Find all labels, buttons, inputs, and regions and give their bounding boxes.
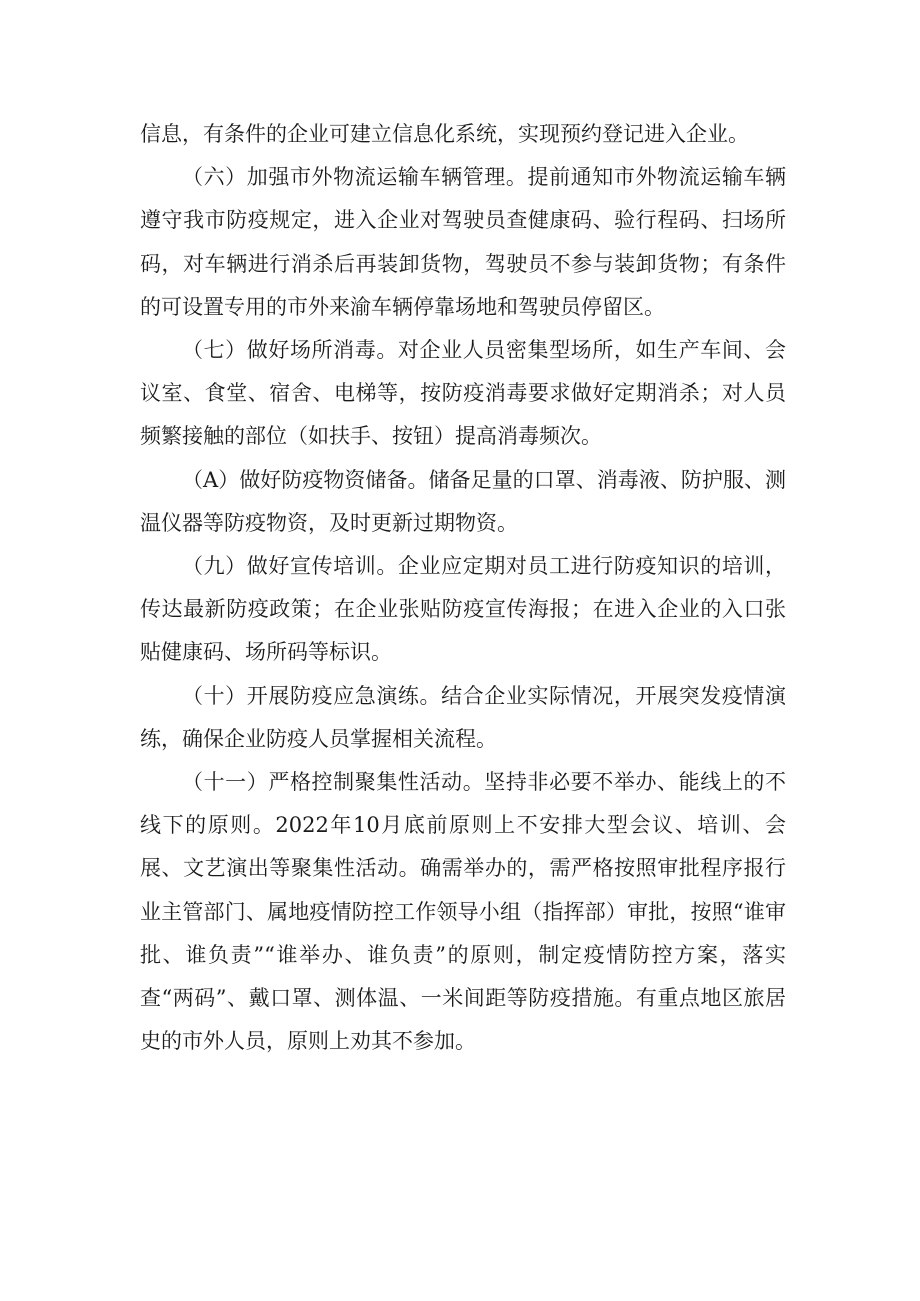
paragraph-section-10: （十）开展防疫应急演练。结合企业实际情况，开展突发疫情演练，确保企业防疫人员掌握相关流程。 bbox=[140, 683, 786, 751]
paragraph-section-11: （十一）严格控制聚集性活动。坚持非必要不举办、能线上的不线下的原则。2022年10月底前原则上不安排大型会议、培训、会展、文艺演出等聚集性活动。确需举办的，需严格按照审批程序报行业主管部门、属地疫情防控工作领导小组（指挥部）审批，按照“谁审批、谁负责”“谁举办、谁负责”的原则，制定疫情防控方案，落实查“两码”、戴口罩、测体温、一米间距等防疫措施。有重点地区旅居史的市外人员，原则上劝其不参加。 bbox=[140, 770, 786, 1054]
paragraph-section-7: （七）做好场所消毒。对企业人员密集型场所，如生产车间、会议室、食堂、宿舍、电梯等，按防疫消毒要求做好定期消杀；对人员频繁接触的部位（如扶手、按钮）提高消毒频次。 bbox=[140, 338, 786, 449]
document-body bbox=[140, 113, 786, 1063]
paragraph-section-6: （六）加强市外物流运输车辆管理。提前通知市外物流运输车辆遵守我市防疫规定，进入企业对驾驶员查健康码、验行程码、扫场所码，对车辆进行消杀后再装卸货物，驾驶员不参与装卸货物；有条件的可设置专用的市外来渝车辆停靠场地和驾驶员停留区。 bbox=[140, 165, 786, 319]
paragraph-section-8: （A）做好防疫物资储备。储备足量的口罩、消毒液、防护服、测温仪器等防疫物资，及时更新过期物资。 bbox=[140, 467, 786, 535]
paragraph-section-9: （九）做好宣传培训。企业应定期对员工进行防疫知识的培训，传达最新防疫政策；在企业张贴防疫宣传海报；在进入企业的入口张贴健康码、场所码等标识。 bbox=[140, 554, 786, 665]
paragraph-continuation: 信息，有条件的企业可建立信息化系统，实现预约登记进入企业。 bbox=[140, 122, 749, 146]
